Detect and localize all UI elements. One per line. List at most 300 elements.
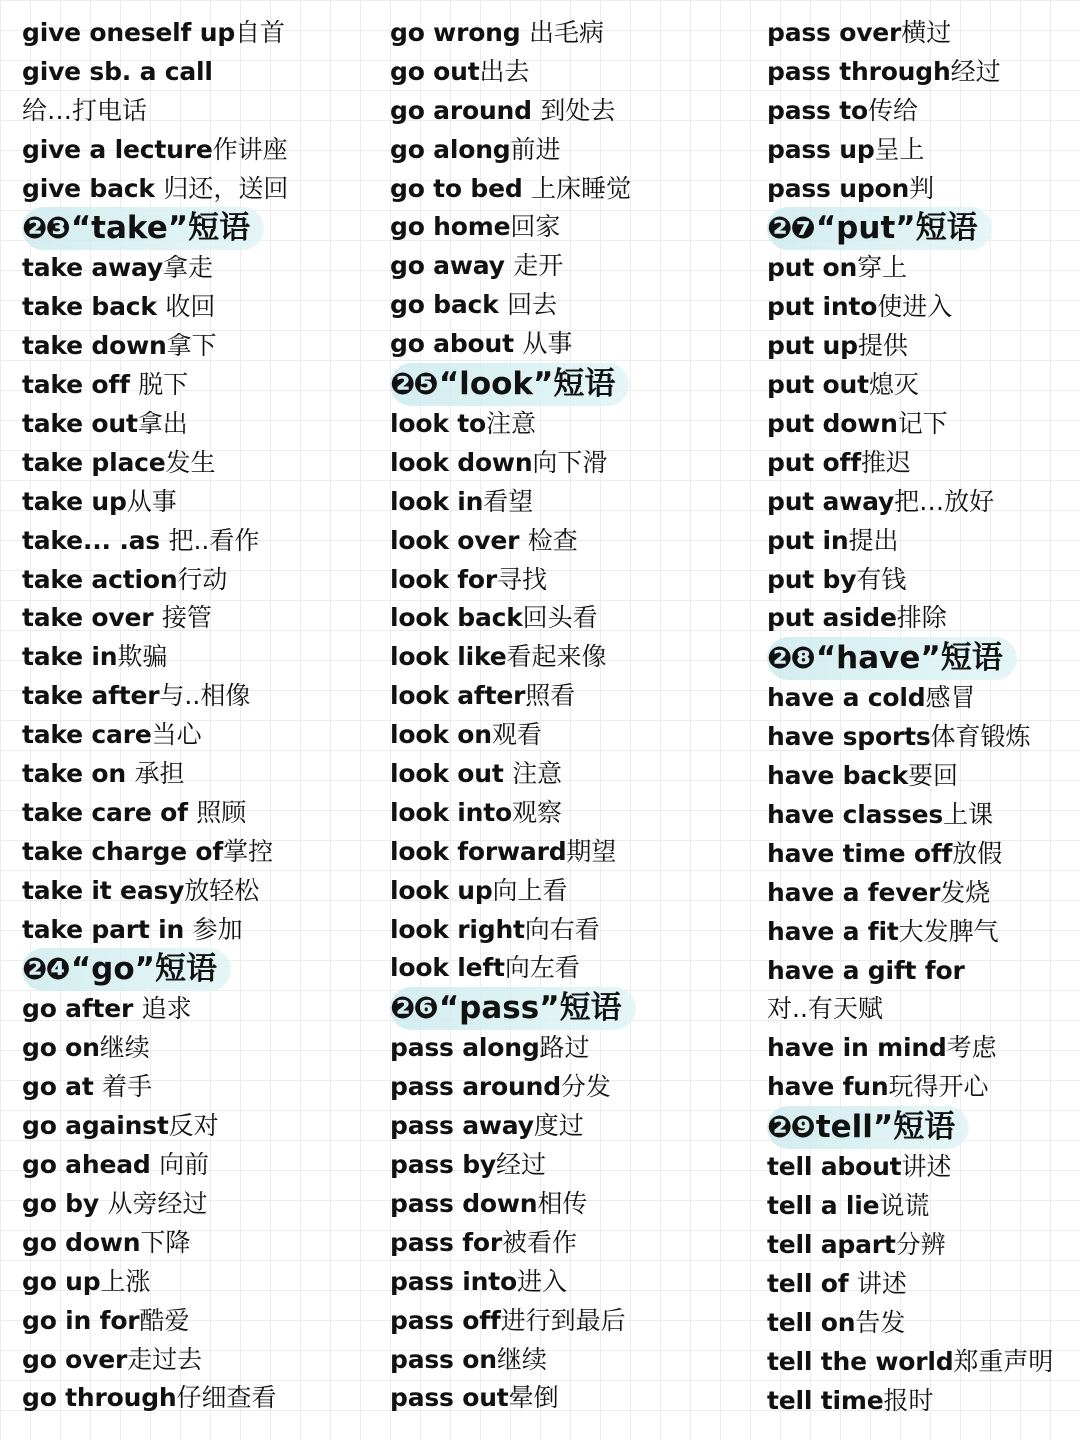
phrase-english: pass around — [390, 1072, 561, 1102]
phrase-chinese: 拿走 — [163, 253, 214, 283]
phrase-row — [767, 327, 1067, 366]
phrase-english: tell the world — [767, 1346, 954, 1376]
phrase-chinese: 脱下 — [138, 370, 189, 400]
phrase-chinese: 把..看作 — [168, 525, 260, 555]
phrase-english: take... .as — [22, 525, 169, 555]
phrase-row — [22, 833, 367, 872]
phrase-meaning-line: 对..有天赋 — [767, 994, 883, 1024]
phrase-chinese: 进入 — [516, 1266, 567, 1296]
phrase-chinese: 检查 — [527, 525, 578, 555]
phrase-row — [767, 718, 1067, 757]
phrase-row — [390, 1068, 750, 1107]
phrase-chinese: 度过 — [533, 1111, 584, 1141]
phrase-chinese: 发烧 — [940, 877, 991, 907]
phrase-row — [22, 872, 367, 911]
phrase-row — [22, 1068, 367, 1107]
phrase-english: look for — [390, 564, 498, 594]
phrase-english: have a fit — [767, 916, 899, 946]
phrase-chinese: 观看 — [491, 720, 542, 750]
phrase-row — [390, 1029, 750, 1068]
phrase-chinese: 行动 — [177, 564, 228, 594]
phrase-chinese: 玩得开心 — [888, 1072, 989, 1102]
phrase-chinese: 提供 — [857, 331, 908, 361]
phrase-chinese: 体育锻炼 — [930, 722, 1031, 752]
phrase-chinese: 着手 — [102, 1072, 153, 1102]
phrase-row — [767, 366, 1067, 405]
phrase-row — [390, 1341, 750, 1380]
section-heading-pill — [22, 207, 264, 250]
phrase-chinese: 仔细查看 — [176, 1383, 277, 1413]
phrase-row — [22, 405, 367, 444]
phrase-english: go up — [22, 1266, 101, 1296]
phrase-english: go away — [390, 251, 514, 281]
phrase-row — [767, 835, 1067, 874]
phrase-row — [767, 405, 1067, 444]
phrase-english: tell time — [767, 1385, 884, 1415]
phrase-english: look after — [390, 681, 526, 711]
phrase-english: pass on — [390, 1344, 497, 1374]
phrase-english: pass into — [390, 1266, 517, 1296]
phrase-english: take part in — [22, 914, 193, 944]
phrase-row — [390, 1379, 750, 1418]
phrase-english: have time off — [767, 838, 953, 868]
phrase-row — [22, 911, 367, 950]
phrase-chinese: 说谎 — [879, 1191, 930, 1221]
phrase-row — [767, 952, 1067, 991]
phrase-row — [390, 872, 750, 911]
phrase-row — [22, 1107, 367, 1146]
phrase-english: take down — [22, 331, 167, 361]
phrase-chinese: 拿出 — [137, 409, 188, 439]
phrase-row — [390, 14, 750, 53]
phrase-chinese: 与..相像 — [159, 681, 251, 711]
phrase-chinese: 记下 — [897, 409, 948, 439]
phrase-english: look in — [390, 486, 484, 516]
phrase-chinese: 走过去 — [127, 1344, 203, 1374]
phrase-row — [767, 1343, 1067, 1382]
phrase-row — [767, 53, 1067, 92]
section-heading-pill — [767, 1106, 969, 1149]
phrase-row — [767, 1265, 1067, 1304]
phrase-english: pass upon — [767, 173, 910, 203]
phrase-row — [767, 249, 1067, 288]
phrase-english: look on — [390, 720, 492, 750]
phrase-chinese: 出毛病 — [528, 18, 604, 47]
column-1 — [22, 14, 367, 1418]
phrase-row — [767, 1226, 1067, 1265]
phrase-row — [22, 1224, 367, 1263]
phrase-chinese: 回家 — [510, 212, 561, 242]
phrase-chinese: 上课 — [943, 800, 994, 830]
phrase-chinese: 穿上 — [857, 253, 908, 283]
phrase-row — [390, 1146, 750, 1185]
section-heading-pill — [767, 637, 1017, 680]
phrase-english: take away — [22, 253, 163, 283]
phrase-english: take action — [22, 564, 178, 594]
phrase-english: pass along — [390, 1033, 540, 1063]
phrase-chinese: 走开 — [513, 251, 564, 281]
phrase-row — [767, 131, 1067, 170]
phrase-row — [767, 561, 1067, 600]
phrase-chinese: 提出 — [848, 525, 899, 555]
phrase-row — [22, 327, 367, 366]
phrase-row — [390, 131, 750, 170]
phrase-chinese: 告发 — [855, 1307, 906, 1337]
phrase-chinese: 晕倒 — [508, 1383, 559, 1413]
phrase-english: look down — [390, 447, 533, 477]
phrase-row — [22, 794, 367, 833]
section-title: “go”短语 — [70, 951, 218, 988]
phrase-english: go by — [22, 1188, 108, 1218]
section-heading — [767, 207, 1067, 252]
phrase-chinese: 放轻松 — [184, 875, 260, 905]
phrase-row — [767, 679, 1067, 718]
phrase-english: go through — [22, 1383, 177, 1413]
phrase-english: pass off — [390, 1305, 501, 1335]
phrase-chinese: 经过 — [496, 1150, 547, 1180]
phrase-row — [22, 444, 367, 483]
phrase-english: put off — [767, 447, 861, 477]
phrase-english: give back — [22, 173, 164, 203]
phrase-chinese: 上床睡觉 — [531, 173, 632, 203]
phrase-row — [390, 247, 750, 286]
section-heading-pill — [22, 948, 231, 991]
phrase-row — [22, 483, 367, 522]
phrase-english: take place — [22, 447, 166, 477]
section-title: “put”短语 — [815, 210, 978, 247]
phrase-chinese: 把…放好 — [894, 486, 995, 516]
phrase-english: take charge of — [22, 836, 224, 866]
phrase-chinese: 前进 — [510, 134, 561, 164]
phrase-row — [767, 92, 1067, 131]
phrase-english: pass for — [390, 1227, 503, 1257]
phrase-english: pass up — [767, 134, 875, 164]
phrase-chinese: 酷爱 — [139, 1305, 190, 1335]
phrase-row — [390, 53, 750, 92]
phrase-chinese: 有钱 — [856, 564, 907, 594]
phrase-english: give oneself up — [22, 18, 236, 47]
section-heading — [767, 637, 1067, 682]
phrase-chinese: 向下滑 — [532, 447, 608, 477]
phrase-chinese: 回去 — [507, 290, 558, 320]
phrase-english: take after — [22, 681, 160, 711]
phrase-english: have back — [767, 761, 909, 791]
phrase-english: tell about — [767, 1152, 902, 1182]
phrase-chinese: 参加 — [192, 914, 243, 944]
phrase-english: put in — [767, 525, 849, 555]
section-title: “pass”短语 — [438, 990, 622, 1027]
phrase-english: look to — [390, 409, 486, 439]
section-number-badge: ❷❺ — [390, 367, 437, 403]
section-title: “look”短语 — [438, 366, 616, 403]
phrase-chinese: 照看 — [525, 681, 576, 711]
phrase-row — [22, 131, 367, 170]
phrase-row — [390, 444, 750, 483]
phrase-english: go in for — [22, 1305, 140, 1335]
phrase-row — [767, 874, 1067, 913]
phrase-row — [390, 1263, 750, 1302]
phrase-english: look left — [390, 953, 505, 983]
phrase-row — [767, 522, 1067, 561]
phrase-row — [390, 286, 750, 325]
phrase-english: look out — [390, 759, 513, 789]
phrase-chinese: 进行到最后 — [500, 1305, 626, 1335]
phrase-chinese: 考虑 — [946, 1033, 997, 1063]
section-number-badge: ❷❸ — [22, 211, 69, 247]
phrase-row — [390, 208, 750, 247]
phrase-chinese: 看望 — [483, 486, 534, 516]
phrase-chinese: 追求 — [141, 994, 192, 1024]
phrase-english: pass by — [390, 1150, 497, 1180]
phrase-row — [390, 755, 750, 794]
phrase-chinese: 向左看 — [504, 953, 580, 983]
phrase-english: go to bed — [390, 173, 532, 203]
phrase-english: pass down — [390, 1188, 538, 1218]
phrase-english: look up — [390, 875, 493, 905]
phrase-chinese: 讲述 — [901, 1152, 952, 1182]
phrase-english: go after — [22, 994, 142, 1024]
phrase-chinese: 分辨 — [895, 1229, 946, 1259]
phrase-english: have sports — [767, 722, 931, 752]
phrase-chinese: 上涨 — [100, 1266, 151, 1296]
phrase-chinese: 注意 — [512, 759, 563, 789]
phrase-row — [22, 990, 367, 1029]
phrase-english: go over — [22, 1344, 128, 1374]
phrase-row — [22, 522, 367, 561]
phrase-row — [390, 405, 750, 444]
phrase-english: look forward — [390, 836, 567, 866]
phrase-row — [767, 796, 1067, 835]
phrase-row — [22, 288, 367, 327]
phrase-english: have a cold — [767, 683, 926, 713]
phrase-english: have a gift for — [767, 955, 965, 985]
phrase-english: go on — [22, 1033, 100, 1063]
phrase-row — [390, 1107, 750, 1146]
phrase-row — [767, 1382, 1067, 1421]
phrase-row — [390, 911, 750, 950]
section-heading-pill — [767, 207, 992, 250]
phrase-english: go back — [390, 290, 508, 320]
phrase-english: go home — [390, 212, 511, 242]
phrase-row — [767, 1304, 1067, 1343]
phrase-english: take off — [22, 370, 139, 400]
phrase-row — [22, 561, 367, 600]
phrase-english: take in — [22, 642, 118, 672]
phrase-row — [390, 638, 750, 677]
phrase-chinese: 使进入 — [877, 292, 953, 322]
phrase-chinese: 判 — [909, 173, 935, 203]
phrase-row — [390, 949, 750, 988]
phrase-chinese: 欺骗 — [117, 642, 168, 672]
phrase-chinese: 继续 — [99, 1033, 150, 1063]
phrase-row — [22, 1341, 367, 1380]
phrase-english: tell of — [767, 1268, 857, 1298]
phrase-chinese: 郑重声明 — [953, 1346, 1054, 1376]
section-title: “have”短语 — [815, 640, 1003, 677]
phrase-chinese: 向前 — [159, 1150, 210, 1180]
phrase-english: take it easy — [22, 875, 185, 905]
column-3 — [767, 14, 1067, 1420]
phrase-row — [767, 170, 1067, 209]
phrase-english: put out — [767, 370, 869, 400]
phrase-english: give sb. a call — [22, 56, 213, 86]
section-heading-pill — [390, 363, 629, 406]
phrase-english: put by — [767, 564, 857, 594]
phrase-english: put on — [767, 253, 858, 283]
phrase-chinese: 当心 — [151, 720, 202, 750]
phrase-chinese: 出去 — [479, 56, 530, 86]
section-number-badge: ❷❽ — [767, 641, 814, 677]
phrase-english: have fun — [767, 1072, 889, 1102]
phrase-chinese: 照顾 — [196, 797, 247, 827]
phrase-row — [22, 638, 367, 677]
phrase-chinese: 自首 — [235, 18, 286, 47]
phrase-english: go about — [390, 329, 523, 359]
phrase-chinese: 要回 — [908, 761, 959, 791]
phrase-row — [390, 92, 750, 131]
phrase-row — [22, 1185, 367, 1224]
phrase-chinese: 注意 — [485, 409, 536, 439]
phrase-english: go down — [22, 1227, 141, 1257]
phrase-english: put down — [767, 409, 898, 439]
phrase-chinese: 分发 — [560, 1072, 611, 1102]
phrase-english: pass over — [767, 18, 902, 47]
phrase-english: take care — [22, 720, 152, 750]
phrase-english: have classes — [767, 800, 944, 830]
phrase-chinese: 传给 — [867, 95, 918, 125]
phrase-row — [22, 1263, 367, 1302]
phrase-english: go along — [390, 134, 511, 164]
phrase-chinese: 从事 — [522, 329, 573, 359]
phrase-row — [22, 1029, 367, 1068]
phrase-chinese: 期望 — [566, 836, 617, 866]
phrase-row — [390, 483, 750, 522]
phrase-row — [22, 1302, 367, 1341]
section-heading-pill — [390, 987, 636, 1030]
phrase-chinese: 路过 — [539, 1033, 590, 1063]
phrase-english: look like — [390, 642, 507, 672]
phrase-english: take care of — [22, 797, 197, 827]
phrase-chinese: 经过 — [950, 56, 1001, 86]
phrase-chinese: 从旁经过 — [107, 1188, 208, 1218]
phrase-chinese: 熄灭 — [868, 370, 919, 400]
phrase-chinese: 推迟 — [860, 447, 911, 477]
phrase-row — [767, 1187, 1067, 1226]
phrase-chinese: 向右看 — [524, 914, 600, 944]
section-heading — [22, 207, 367, 252]
phrase-row — [390, 1185, 750, 1224]
phrase-row — [767, 913, 1067, 952]
phrase-english: take up — [22, 486, 127, 516]
phrase-row — [22, 1146, 367, 1185]
phrase-english: have a fever — [767, 877, 941, 907]
phrase-row — [390, 599, 750, 638]
phrase-english: look back — [390, 603, 523, 633]
phrase-chinese: 接管 — [161, 603, 212, 633]
phrase-english: go wrong — [390, 18, 529, 47]
section-number-badge: ❷❾ — [767, 1110, 814, 1146]
phrase-chinese: 继续 — [496, 1344, 547, 1374]
phrase-chinese: 回头看 — [522, 603, 598, 633]
section-heading — [767, 1106, 1067, 1151]
phrase-english: pass out — [390, 1383, 509, 1413]
phrase-chinese: 报时 — [883, 1385, 934, 1415]
section-title: “take”短语 — [70, 210, 251, 247]
phrase-row — [767, 599, 1067, 638]
phrase-chinese: 承担 — [134, 759, 185, 789]
section-heading — [390, 363, 750, 408]
phrase-chinese: 发生 — [165, 447, 216, 477]
phrase-english: look right — [390, 914, 525, 944]
phrase-row — [390, 561, 750, 600]
column-2 — [390, 14, 750, 1418]
phrase-english: go around — [390, 95, 541, 125]
phrase-english: take over — [22, 603, 162, 633]
phrase-row — [390, 325, 750, 364]
phrase-chinese: 感冒 — [925, 683, 976, 713]
phrase-row — [767, 444, 1067, 483]
phrase-chinese: 收回 — [165, 292, 216, 322]
phrase-row — [390, 677, 750, 716]
phrase-english: look over — [390, 525, 528, 555]
phrase-row — [390, 170, 750, 209]
phrase-english: put aside — [767, 603, 897, 633]
phrase-english: tell on — [767, 1307, 856, 1337]
phrase-row — [390, 1224, 750, 1263]
section-title: tell”短语 — [815, 1109, 956, 1146]
phrase-english: look into — [390, 797, 512, 827]
phrase-chinese: 归还，送回 — [163, 173, 289, 203]
phrase-row — [22, 14, 367, 53]
phrase-chinese: 横过 — [901, 18, 952, 47]
phrase-row — [22, 249, 367, 288]
section-number-badge: ❷❻ — [390, 991, 437, 1027]
phrase-chinese: 讲述 — [856, 1268, 907, 1298]
section-heading — [22, 948, 367, 993]
phrase-row — [22, 677, 367, 716]
phrase-english: give a lecture — [22, 134, 213, 164]
phrase-english: put away — [767, 486, 895, 516]
phrase-chinese: 反对 — [168, 1111, 219, 1141]
phrase-row — [22, 53, 367, 92]
phrase-english: take out — [22, 409, 138, 439]
section-number-badge: ❷❼ — [767, 211, 814, 247]
phrase-row — [22, 755, 367, 794]
phrase-row — [767, 1148, 1067, 1187]
phrase-english: pass to — [767, 95, 868, 125]
phrase-english: put up — [767, 331, 858, 361]
section-heading — [390, 987, 750, 1032]
phrase-row — [390, 716, 750, 755]
phrase-chinese: 拿下 — [166, 331, 217, 361]
phrase-chinese: 掌控 — [223, 836, 274, 866]
phrase-chinese: 到处去 — [540, 95, 616, 125]
phrase-english: go against — [22, 1111, 169, 1141]
phrase-english: take on — [22, 759, 135, 789]
phrase-chinese: 向上看 — [492, 875, 568, 905]
phrase-english: tell a lie — [767, 1191, 880, 1221]
phrase-english: pass through — [767, 56, 951, 86]
phrase-row — [22, 1379, 367, 1418]
phrase-english: go at — [22, 1072, 103, 1102]
phrase-row — [22, 366, 367, 405]
phrase-english: put into — [767, 292, 878, 322]
phrase-row — [390, 1302, 750, 1341]
phrase-row — [767, 757, 1067, 796]
phrase-english: have in mind — [767, 1033, 947, 1063]
phrase-meaning-line: 给…打电话 — [22, 95, 148, 125]
phrase-chinese: 相传 — [537, 1188, 588, 1218]
